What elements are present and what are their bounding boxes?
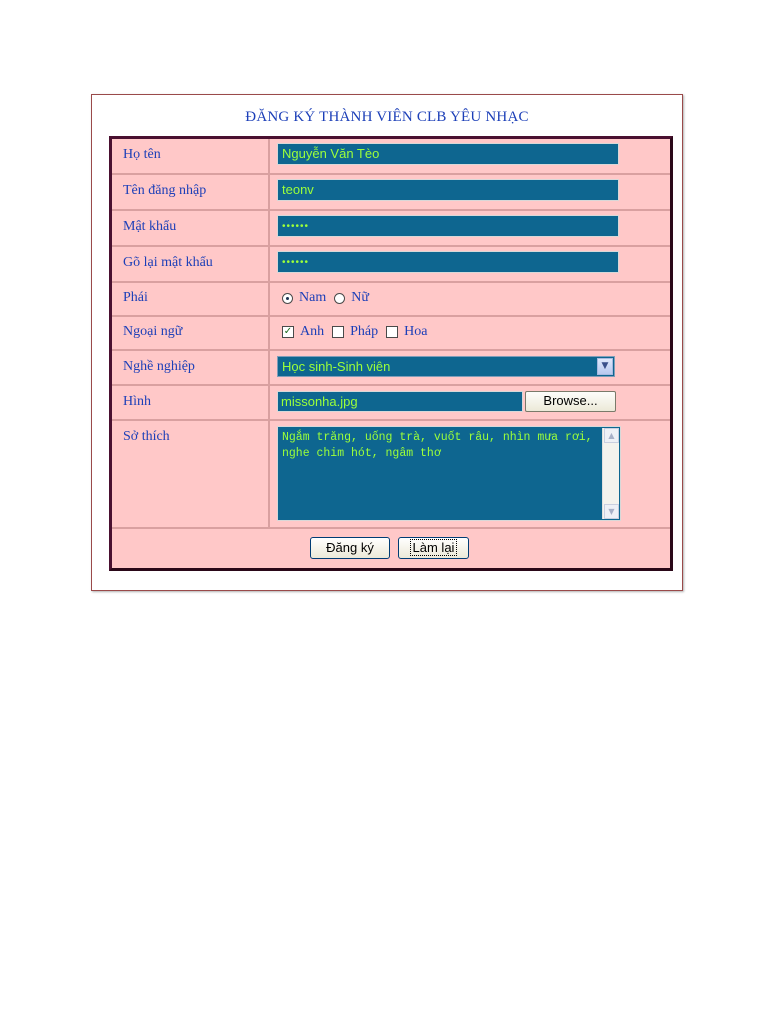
fullname-input[interactable]: Nguyễn Văn Tèo (277, 143, 619, 165)
scroll-up-arrow-icon[interactable]: ▲ (604, 428, 619, 443)
languages-checkbox-group (282, 324, 435, 340)
gender-radio-male[interactable] (282, 293, 293, 304)
registration-form-table (109, 136, 673, 571)
row-password-confirm (112, 247, 670, 283)
hobbies-scrollbar[interactable] (602, 428, 619, 519)
occupation-cell (272, 351, 670, 384)
row-languages (112, 317, 670, 351)
fullname-cell (272, 139, 670, 173)
language-option-english-label: Anh (300, 324, 325, 339)
gender-option-female-label: Nữ (351, 290, 369, 305)
gender-label: Phái (112, 283, 270, 315)
photo-cell (272, 386, 670, 419)
languages-cell (272, 317, 670, 349)
occupation-selected-value: Học sinh-Sinh viên (282, 359, 391, 374)
gender-option-male-label: Nam (299, 290, 327, 305)
language-option-chinese-label: Hoa (404, 324, 428, 339)
occupation-label: Nghề nghiệp (112, 351, 270, 384)
username-input[interactable]: teonv (277, 179, 619, 201)
gender-cell (272, 283, 670, 315)
browse-button[interactable]: Browse... (525, 391, 616, 412)
row-photo (112, 386, 670, 421)
hobbies-textarea[interactable] (277, 426, 621, 521)
password-confirm-input[interactable]: •••••• (277, 251, 619, 273)
password-input[interactable]: •••••• (277, 215, 619, 237)
reset-button[interactable] (398, 537, 469, 559)
language-checkbox-french[interactable] (332, 326, 344, 338)
photo-file-input[interactable]: missonha.jpg (277, 391, 523, 412)
password-confirm-label: Gõ lại mật khẩu (112, 247, 270, 281)
form-actions (112, 529, 670, 568)
row-username (112, 175, 670, 211)
languages-label: Ngoại ngữ (112, 317, 270, 349)
fullname-label: Họ tên (112, 139, 270, 173)
username-label: Tên đăng nhập (112, 175, 270, 209)
occupation-select[interactable] (277, 356, 615, 377)
password-confirm-cell (272, 247, 670, 281)
form-title: ĐĂNG KÝ THÀNH VIÊN CLB YÊU NHẠC (245, 109, 529, 125)
row-password (112, 211, 670, 247)
password-label: Mật khẩu (112, 211, 270, 245)
gender-radio-female[interactable] (334, 293, 345, 304)
row-occupation (112, 351, 670, 386)
language-checkbox-chinese[interactable] (386, 326, 398, 338)
password-cell (272, 211, 670, 245)
language-option-french-label: Pháp (350, 324, 379, 339)
hobbies-label: Sở thích (112, 421, 270, 527)
hobbies-text: Ngắm trăng, uống trà, vuốt râu, nhìn mưa rơi, nghe chim hót, ngâm thơ (282, 431, 593, 460)
chevron-down-icon[interactable]: ▼ (597, 358, 613, 375)
reset-button-label: Làm lại (410, 539, 458, 556)
language-checkbox-english[interactable]: ✓ (283, 326, 293, 337)
photo-label: Hình (112, 386, 270, 419)
submit-button-label: Đăng ký (326, 540, 374, 555)
hobbies-cell (272, 421, 670, 527)
gender-radio-group (282, 290, 377, 306)
row-hobbies (112, 421, 670, 529)
username-cell (272, 175, 670, 209)
row-gender (112, 283, 670, 317)
scroll-down-arrow-icon[interactable]: ▼ (604, 504, 619, 519)
row-fullname (112, 139, 670, 175)
registration-form-frame (91, 94, 683, 591)
submit-button[interactable] (310, 537, 390, 559)
